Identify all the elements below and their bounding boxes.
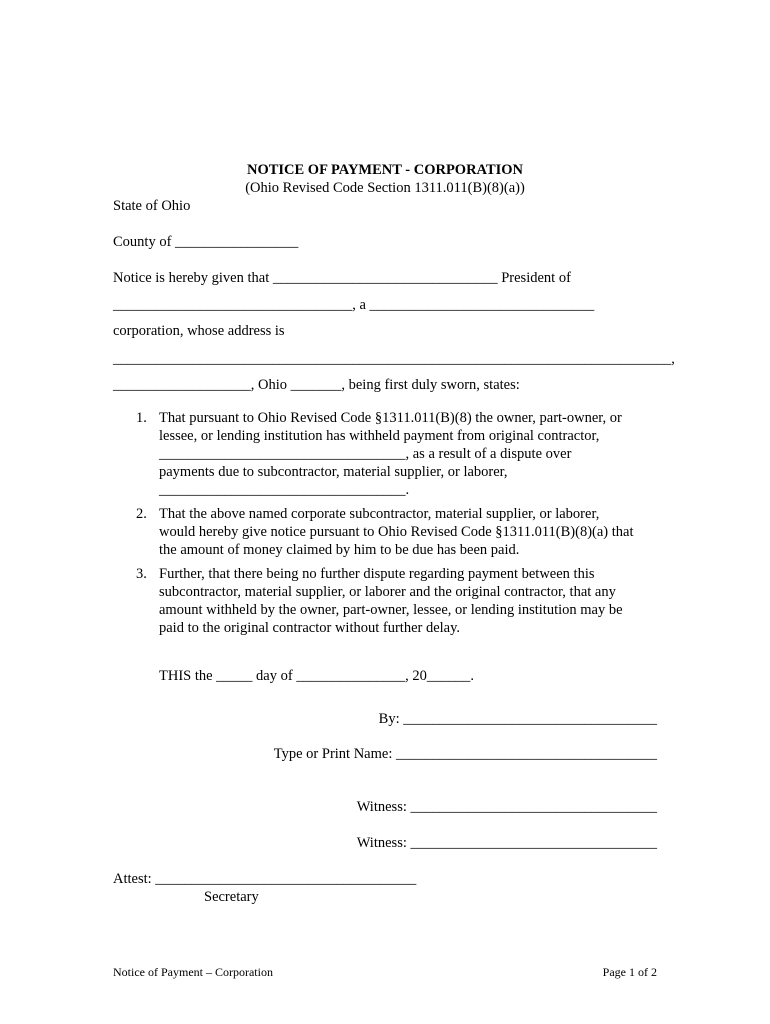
- statement-line: __________________________________.: [159, 482, 410, 498]
- statement-line: amount withheld by the owner, part-owner, lessee, or lending institution may be: [159, 602, 623, 618]
- statement-item-3: [113, 565, 661, 637]
- print-name-line: Type or Print Name: ____________________________________: [273, 746, 657, 762]
- statement-item-2: [113, 505, 661, 559]
- statement-line: payments due to subcontractor, material supplier, or laborer,: [159, 464, 508, 480]
- footer-page-number: Page 1 of 2: [602, 965, 657, 979]
- secretary-label: Secretary: [204, 889, 259, 905]
- corporation-name-line: _________________________________, a _______________________________: [113, 297, 595, 313]
- document-title: NOTICE OF PAYMENT - CORPORATION: [246, 162, 524, 178]
- statement-number: 3.: [136, 566, 147, 582]
- statement-line: lessee, or lending institution has withheld payment from original contractor,: [159, 428, 600, 444]
- date-line: THIS the _____ day of _______________, 20______.: [159, 668, 474, 684]
- statement-line: That pursuant to Ohio Revised Code §1311.011(B)(8) the owner, part-owner, or: [159, 410, 622, 426]
- statement-line: paid to the original contractor without further delay.: [159, 620, 461, 636]
- statement-line: That the above named corporate subcontractor, material supplier, or laborer,: [159, 506, 600, 522]
- attest-line: Attest: ____________________________________: [113, 871, 417, 887]
- document-subtitle: (Ohio Revised Code Section 1311.011(B)(8)(a)): [245, 180, 525, 196]
- statement-line: __________________________________, as a result of a dispute over: [159, 446, 572, 462]
- city-line: ___________________, Ohio _______, being first duly sworn, states:: [113, 377, 520, 393]
- witness-line-2: Witness: __________________________________: [356, 835, 657, 851]
- corporation-address-label: corporation, whose address is: [113, 323, 285, 339]
- statement-number: 1.: [136, 410, 147, 426]
- county-line: County of _________________: [113, 234, 299, 250]
- state-line: State of Ohio: [113, 198, 191, 214]
- statement-item-1: [113, 409, 661, 499]
- signature-by-line: By: ___________________________________: [378, 711, 657, 727]
- statement-list: [113, 409, 661, 643]
- statement-line: the amount of money claimed by him to be due has been paid.: [159, 542, 520, 558]
- statement-line: would hereby give notice pursuant to Ohio Revised Code §1311.011(B)(8)(a) that: [159, 524, 634, 540]
- statement-line: subcontractor, material supplier, or laborer and the original contractor, that any: [159, 584, 616, 600]
- notice-line: Notice is hereby given that _______________________________ President of: [113, 270, 571, 286]
- witness-line-1: Witness: __________________________________: [356, 799, 657, 815]
- statement-line: Further, that there being no further dispute regarding payment between this: [159, 566, 595, 582]
- footer-left: Notice of Payment – Corporation: [113, 965, 273, 979]
- address-line: _____________________________________________________________________________,: [113, 351, 675, 367]
- statement-number: 2.: [136, 506, 147, 522]
